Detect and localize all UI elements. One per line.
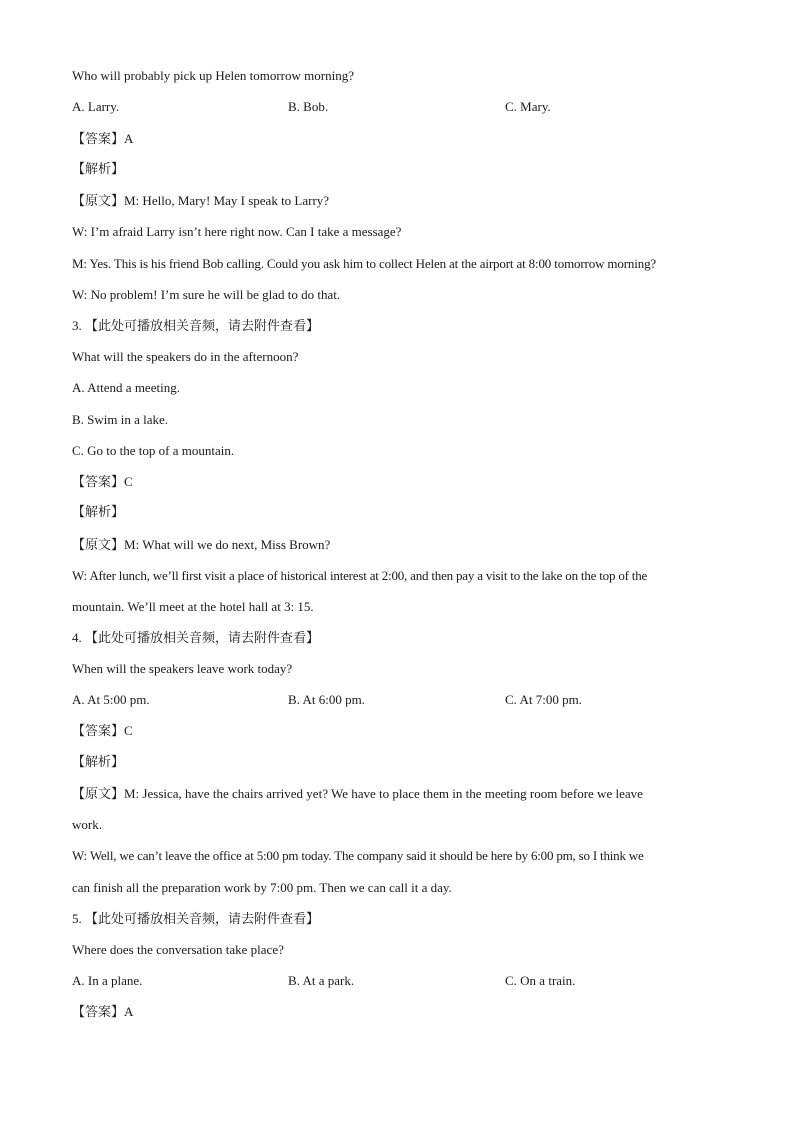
q2-options — [72, 98, 732, 116]
q4-options — [72, 691, 732, 709]
q3-option-b: B. Swim in a lake. — [72, 412, 169, 427]
q2-transcript-line-2: W: I’m afraid Larry isn’t here right now. Can I take a message? — [72, 224, 402, 239]
q3-question: What will the speakers do in the afternoon? — [72, 349, 299, 364]
q4-number: 4. — [72, 630, 82, 645]
q3-transcript-line-1: 【原文】M: What will we do next, Miss Brown? — [72, 537, 331, 553]
q5-option-c: C. On a train. — [505, 973, 576, 988]
q2-option-a: A. Larry. — [72, 99, 120, 114]
q5-number: 5. — [72, 911, 82, 926]
q4-analysis-label: 【解析】 — [72, 755, 125, 770]
q4-option-b: B. At 6:00 pm. — [288, 692, 365, 707]
q4-transcript-line-4: can finish all the preparation work by 7:00 pm. Then we can call it a day. — [72, 880, 452, 895]
q3-transcript-line-2: W: After lunch, we’ll first visit a place of historical interest at 2:00, and then pay a visit to the lake on the top of the — [72, 568, 648, 583]
q5-answer: A — [124, 1004, 134, 1019]
q2-transcript-line-3: M: Yes. This is his friend Bob calling. Could you ask him to collect Helen at the airport at 8:00 tomorrow morning? — [72, 256, 657, 271]
answer-label: 【答案】 — [72, 724, 125, 739]
q5-audio-note: 【此处可播放相关音频，请去附件查看】 — [85, 912, 320, 927]
q4-answer: C — [124, 723, 133, 738]
q2-question: Who will probably pick up Helen tomorrow morning? — [72, 68, 354, 83]
q3-heading — [72, 317, 732, 336]
q3-analysis-label: 【解析】 — [72, 505, 125, 520]
q4-option-c: C. At 7:00 pm. — [505, 692, 582, 707]
q4-answer-line — [72, 722, 732, 741]
q5-option-a: A. In a plane. — [72, 973, 143, 988]
original-label: 【原文】 — [72, 787, 125, 802]
q3-option-a: A. Attend a meeting. — [72, 380, 180, 395]
q5-option-b: B. At a park. — [288, 973, 355, 988]
q5-options — [72, 972, 732, 990]
q4-transcript-line-1: 【原文】M: Jessica, have the chairs arrived yet? We have to place them in the meeting room before we leave — [72, 786, 643, 802]
original-label: 【原文】 — [72, 538, 125, 553]
q3-option-c: C. Go to the top of a mountain. — [72, 443, 235, 458]
answer-label: 【答案】 — [72, 1005, 125, 1020]
q4-option-a: A. At 5:00 pm. — [72, 692, 150, 707]
q4-question: When will the speakers leave work today? — [72, 661, 293, 676]
q2-transcript-line-1: 【原文】M: Hello, Mary! May I speak to Larry? — [72, 193, 330, 209]
q3-answer: C — [124, 474, 133, 489]
q2-option-c: C. Mary. — [505, 99, 551, 114]
q3-answer-line — [72, 473, 732, 492]
q2-answer: A — [124, 131, 134, 146]
q5-answer-line — [72, 1003, 732, 1022]
q2-analysis-label: 【解析】 — [72, 162, 125, 177]
original-label: 【原文】 — [72, 194, 125, 209]
q5-heading — [72, 910, 732, 929]
q4-transcript-line-3: W: Well, we can’t leave the office at 5:00 pm today. The company said it should be here by 6:00 pm, so I think we — [72, 848, 644, 863]
q3-number: 3. — [72, 318, 82, 333]
answer-label: 【答案】 — [72, 132, 125, 147]
q2-option-b: B. Bob. — [288, 99, 329, 114]
q4-heading — [72, 629, 732, 648]
q4-audio-note: 【此处可播放相关音频，请去附件查看】 — [85, 631, 320, 646]
q5-question: Where does the conversation take place? — [72, 942, 284, 957]
q3-transcript-line-3: mountain. We’ll meet at the hotel hall at 3: 15. — [72, 599, 314, 614]
answer-label: 【答案】 — [72, 475, 125, 490]
q2-answer-line — [72, 130, 732, 149]
q2-transcript-line-4: W: No problem! I’m sure he will be glad to do that. — [72, 287, 341, 302]
q3-audio-note: 【此处可播放相关音频，请去附件查看】 — [85, 319, 320, 334]
q4-transcript-line-2: work. — [72, 817, 102, 832]
